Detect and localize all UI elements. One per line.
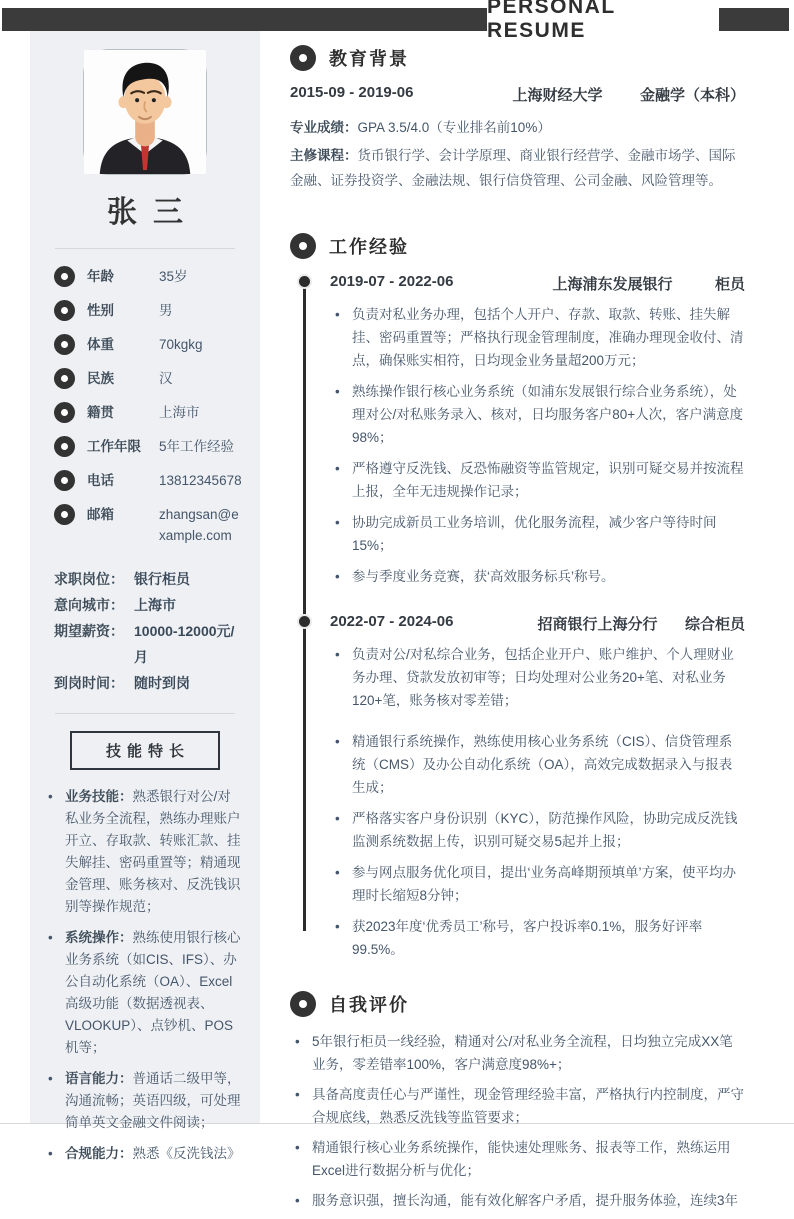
education-detail-line <box>290 115 745 140</box>
experience-timeline <box>290 273 745 961</box>
section-self-evaluation <box>290 991 745 1212</box>
job-header-row <box>330 613 745 634</box>
self-evaluation-bullet <box>290 1189 745 1212</box>
job-intent-list <box>46 566 244 696</box>
info-value: zhangsan@example.com <box>159 507 239 543</box>
self-evaluation-list <box>290 1030 745 1212</box>
info-value: 70kgkg <box>159 337 203 352</box>
info-value: 5年工作经验 <box>159 439 235 454</box>
job-bullet-list <box>330 303 745 588</box>
info-label: 性别 <box>87 303 114 318</box>
donut-circle-icon <box>54 368 75 389</box>
info-label: 电话 <box>87 473 114 488</box>
skill-label: 合规能力： <box>65 1146 133 1161</box>
self-evaluation-text: 服务意识强，擅长沟通，能有效化解客户矛盾，提升服务体验，连续3年 <box>312 1193 739 1208</box>
skills-list <box>46 786 244 1165</box>
job-bullet <box>330 730 745 799</box>
section-header <box>290 45 745 71</box>
intent-value: 10000-12000元/月 <box>134 623 235 665</box>
avatar-illustration <box>84 50 206 174</box>
job-role: 综合柜员 <box>684 616 745 633</box>
job-bullet-text: 精通银行系统操作，熟练使用核心业务系统（CIS）、信贷管理系统（CMS）及办公自动化系统（OA），高效完成数据录入与报表生成； <box>352 734 733 795</box>
job-period: 2022-07 - 2024-06 <box>330 613 454 630</box>
detail-label: 专业成绩： <box>290 120 358 135</box>
education-detail-line <box>290 143 745 193</box>
education-school: 上海财经大学 <box>512 87 603 104</box>
skill-text: 熟练使用银行核心业务系统（如CIS、IFS）、办公自动化系统（OA）、Excel高级功能（数据透视表、VLOOKUP）、点钞机、POS机等； <box>65 930 241 1055</box>
job-entry <box>330 613 745 961</box>
info-value: 男 <box>159 303 173 318</box>
skill-text: 普通话二级甲等，沟通流畅；英语四级，可处理简单英文金融文件阅读； <box>65 1071 241 1130</box>
donut-circle-icon <box>54 402 75 423</box>
job-bullet <box>330 565 745 588</box>
self-evaluation-text: 精通银行核心业务系统操作，能快速处理账务、报表等工作，熟练运用Excel进行数据分析与优化； <box>312 1140 731 1178</box>
job-company: 上海浦东发展银行 <box>552 276 673 293</box>
info-label: 年龄 <box>87 269 114 284</box>
detail-text: 货币银行学、会计学原理、商业银行经营学、金融市场学、国际金融、证券投资学、金融法规、银行信贷管理、公司金融、风险管理等。 <box>290 148 736 188</box>
section-header <box>290 991 745 1017</box>
donut-circle-icon <box>290 991 316 1017</box>
section-title: 自我评价 <box>329 995 409 1015</box>
skill-text: 熟悉银行对公/对私业务全流程，熟练办理账户开立、存取款、转账汇款、挂失解挂、密码重置等；精通现金管理、账务核对、反洗钱识别等操作规范； <box>65 789 241 914</box>
donut-circle-icon <box>290 45 316 71</box>
self-evaluation-text: 5年银行柜员一线经验，精通对公/对私业务全流程，日均独立完成XX笔业务，零差错率100%，客户满意度98%+； <box>312 1034 733 1072</box>
job-intent-row <box>54 618 244 670</box>
info-value: 13812345678 <box>159 473 242 488</box>
intent-value: 银行柜员 <box>134 571 190 587</box>
donut-circle-icon <box>290 233 316 259</box>
section-education <box>290 45 745 193</box>
section-experience <box>290 233 745 961</box>
job-bullet-text: 获2023年度‘优秀员工’称号，客户投诉率0.1%，服务好评率99.5%。 <box>352 919 703 957</box>
skill-label: 系统操作： <box>65 930 133 945</box>
skills-title: 技能特长 <box>70 731 220 770</box>
filled-circle-icon <box>297 274 312 289</box>
education-period: 2015-09 - 2019-06 <box>290 84 414 101</box>
job-company: 招商银行上海分行 <box>537 616 658 633</box>
skill-item <box>46 786 244 918</box>
job-bullet <box>330 457 745 503</box>
job-intent-row <box>54 566 244 592</box>
basic-info-row <box>46 334 244 355</box>
education-details <box>290 115 745 193</box>
info-value: 上海市 <box>159 405 200 420</box>
divider <box>55 713 235 714</box>
skill-item <box>46 1068 244 1134</box>
intent-value: 随时到岗 <box>134 675 190 691</box>
donut-circle-icon <box>54 266 75 287</box>
job-bullet <box>330 807 745 853</box>
self-evaluation-bullet <box>290 1083 745 1129</box>
job-header-row <box>330 273 745 294</box>
info-label: 籍贯 <box>87 405 114 420</box>
intent-value: 上海市 <box>134 597 176 613</box>
info-value: 35岁 <box>159 269 188 284</box>
skill-item <box>46 927 244 1059</box>
job-bullet <box>330 303 745 372</box>
basic-info-row <box>46 266 244 287</box>
detail-text: GPA 3.5/4.0（专业排名前10%） <box>357 120 551 135</box>
skill-text: 熟悉《反洗钱法》 <box>132 1146 241 1161</box>
job-intent-row <box>54 670 244 696</box>
job-bullet <box>330 861 745 907</box>
intent-label: 意向城市： <box>54 597 124 613</box>
job-bullet <box>330 643 745 712</box>
job-entry <box>330 273 745 588</box>
intent-label: 求职岗位： <box>54 571 124 587</box>
job-bullet <box>330 915 745 961</box>
basic-info-row <box>46 504 244 546</box>
info-value: 汉 <box>159 371 173 386</box>
donut-circle-icon <box>54 504 75 525</box>
job-bullet-text: 严格遵守反洗钱、反恐怖融资等监管规定，识别可疑交易并按流程上报，全年无违规操作记录； <box>352 461 744 499</box>
job-period: 2019-07 - 2022-06 <box>330 273 454 290</box>
main-column <box>290 45 745 1219</box>
basic-info-list <box>46 266 244 546</box>
self-evaluation-bullet <box>290 1030 745 1076</box>
donut-circle-icon <box>54 300 75 321</box>
job-bullet-text: 负责对私业务办理，包括个人开户、存款、取款、转账、挂失解挂、密码重置等；严格执行现金管理制度，准确办理现金收付、清点，确保账实相符，日均现金业务量超200万元； <box>352 307 744 368</box>
info-label: 民族 <box>87 371 114 386</box>
filled-circle-icon <box>297 614 312 629</box>
skill-label: 语言能力： <box>65 1071 133 1086</box>
education-header-row <box>290 84 745 105</box>
skill-label: 业务技能： <box>65 789 133 804</box>
job-bullet-list <box>330 643 745 961</box>
skill-item <box>46 1143 244 1165</box>
job-bullet-text: 负责对公/对私综合业务，包括企业开户、账户维护、个人理财业务办理、贷款发放初审等；日均处理对公业务20+笔、对私业务120+笔，账务核对零差错； <box>352 647 734 708</box>
donut-circle-icon <box>54 436 75 457</box>
basic-info-row <box>46 402 244 423</box>
job-role: 柜员 <box>714 276 745 293</box>
education-major: 金融学（本科） <box>639 87 745 104</box>
self-evaluation-bullet <box>290 1136 745 1182</box>
info-label: 工作年限 <box>87 439 141 454</box>
section-title: 工作经验 <box>329 237 409 257</box>
self-evaluation-text: 具备高度责任心与严谨性，现金管理经验丰富，严格执行内控制度，严守合规底线，熟悉反洗钱等监管要求； <box>312 1087 744 1125</box>
job-bullet-text: 参与网点服务优化项目，提出‘业务高峰期预填单’方案，使平均办理时长缩短8分钟； <box>352 865 736 903</box>
section-header <box>290 233 745 259</box>
basic-info-row <box>46 436 244 457</box>
job-bullet-text: 参与季度业务竞赛，获‘高效服务标兵’称号。 <box>352 569 615 584</box>
info-label: 邮箱 <box>87 507 114 522</box>
candidate-name: 张三 <box>107 196 199 229</box>
section-title: 教育背景 <box>329 49 409 69</box>
detail-label: 主修课程： <box>290 148 358 163</box>
basic-info-row <box>46 368 244 389</box>
basic-info-row <box>46 470 244 491</box>
intent-label: 到岗时间： <box>54 675 124 691</box>
basic-info-row <box>46 300 244 321</box>
page-title: PERSONAL RESUME <box>487 0 719 38</box>
donut-circle-icon <box>54 334 75 355</box>
intent-label: 期望薪资： <box>54 623 124 639</box>
profile-photo <box>83 49 207 175</box>
job-bullet-text: 熟练操作银行核心业务系统（如浦东发展银行综合业务系统），处理对公/对私账务录入、核对，日均服务客户80+人次，客户满意度98%； <box>352 384 744 445</box>
job-intent-row <box>54 592 244 618</box>
info-label: 体重 <box>87 337 114 352</box>
job-bullet <box>330 511 745 557</box>
divider <box>55 248 235 249</box>
sidebar <box>30 31 260 1161</box>
job-bullet-text: 协助完成新员工业务培训，优化服务流程，减少客户等待时间15%； <box>352 515 717 553</box>
donut-circle-icon <box>54 470 75 491</box>
job-bullet <box>330 380 745 449</box>
job-bullet-text: 严格落实客户身份识别（KYC），防范操作风险，协助完成反洗钱监测系统数据上传，识别可疑交易5起并上报； <box>352 811 738 849</box>
